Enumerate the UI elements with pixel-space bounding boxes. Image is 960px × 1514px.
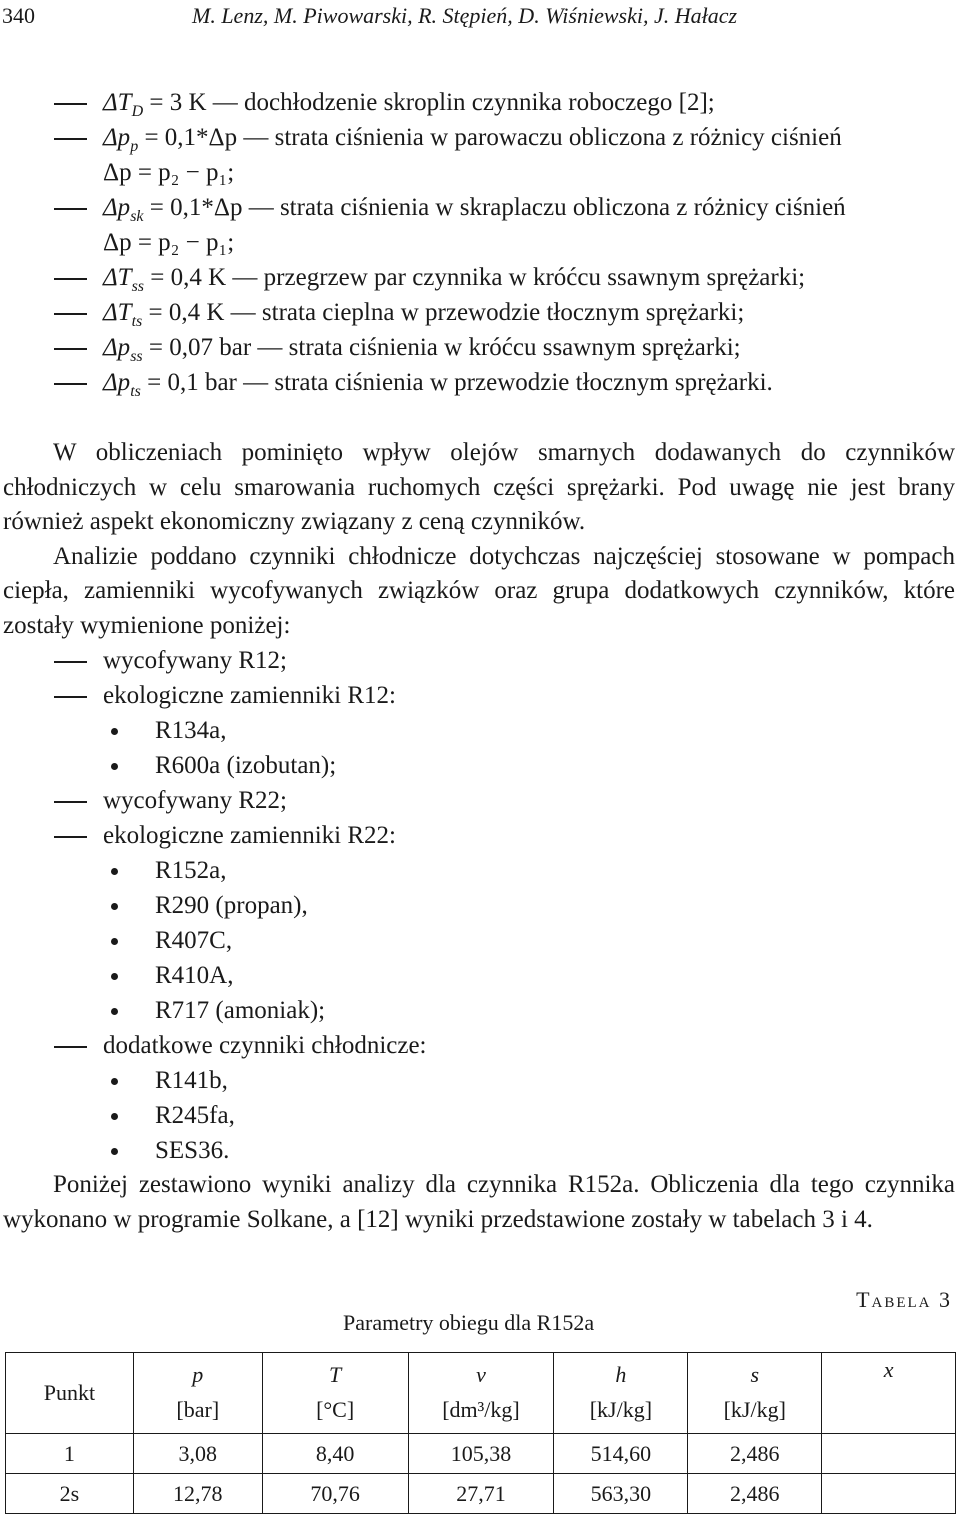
body-text [3,436,955,1237]
refrigerant-item: R600a (izobutan); [3,748,955,783]
paragraph: Analizie poddano czynniki chłodnicze dotychczas najczęściej stosowane w pompach ciepła, zamienniki wycofywanych związków oraz grupa dodatkowych czynników, które zostały wymienione poniżej: [3,542,955,639]
paragraph: W obliczeniach pominięto wpływ olejów smarnych dodawanych do czynników chłodniczych w celu smarowania ruchomych części sprężarki. Pod uwagę nie jest brany również aspekt ekonomiczny związany z ceną czynników. [3,439,955,535]
running-head: M. Lenz, M. Piwowarski, R. Stępień, D. Wiśniewski, J. Hałacz [192,3,738,28]
table-cell: 27,71 [408,1474,554,1514]
column-header: T [°C] [262,1353,408,1434]
refrigerant-item: R717 (amoniak); [3,993,955,1028]
refrigerant-item: R141b, [3,1063,955,1098]
table-cell: 70,76 [262,1474,408,1514]
table-cell: 8,40 [262,1434,408,1474]
refrigerant-item: R134a, [3,713,955,748]
column-header-punkt: Punkt [6,1353,134,1434]
assumption-item: $\Delta T_{ts} = 0,4$ K — strata cieplna w przewodzie tłocznym sprężarki; [0,295,958,330]
refrigerant-list [3,643,955,1168]
assumption-item: $\Delta T_D = 3$ K — dochłodzenie skroplin czynnika roboczego [2]; [0,85,958,120]
table-cell: 2,486 [688,1474,822,1514]
column-header: x [822,1353,956,1434]
page-header [2,3,950,33]
refrigerant-group: wycofywany R22; [3,783,955,818]
paragraph: Poniżej zestawiono wyniki analizy dla czynnika R152a. Obliczenia dla tego czynnika wykonano w programie Solkane, a [12] wyniki przedstawione zostały w tabelach 3 i 4. [3,1171,955,1233]
column-header: v [dm³/kg] [408,1353,554,1434]
table-cell: 514,60 [554,1434,688,1474]
table-cell: 2s [6,1474,134,1514]
column-header: s [kJ/kg] [688,1353,822,1434]
refrigerant-group: ekologiczne zamienniki R22: [3,818,955,853]
table-cell: 12,78 [133,1474,262,1514]
column-header: h [kJ/kg] [554,1353,688,1434]
assumption-item: $\Delta p_{sk} = 0,1*\Delta p$ — strata ciśnienia w skraplaczu obliczona z różnicy ciśnień Δp = p₂ − p₁; [0,190,958,260]
table-cell [822,1474,956,1514]
page-number: 340 [2,3,35,28]
table-cell: 563,30 [554,1474,688,1514]
refrigerant-group: ekologiczne zamienniki R12: [3,678,955,713]
column-header: p [bar] [133,1353,262,1434]
assumptions-list [0,85,958,400]
assumption-item: $\Delta p_p = 0,1*\Delta p$ — strata ciśnienia w parowaczu obliczona z różnicy ciśnień Δp = p₂ − p₁; [0,120,958,190]
table-cell: 105,38 [408,1434,554,1474]
table-cell: 2,486 [688,1434,822,1474]
refrigerant-item: R152a, [3,853,955,888]
refrigerant-item: R407C, [3,923,955,958]
table-header-row [6,1353,956,1434]
table-label: Tabela 3 [856,1287,952,1312]
refrigerant-item: SES36. [3,1133,955,1168]
assumption-continuation: Δp = p₂ − p₁; [103,159,235,186]
refrigerant-item: R410A, [3,958,955,993]
table-cell [822,1434,956,1474]
table-cell: 1 [6,1434,134,1474]
table-caption: Parametry obiegu dla R152a [343,1310,595,1335]
assumption-item: $\Delta T_{ss} = 0,4$ K — przegrzew par czynnika w króćcu ssawnym sprężarki; [0,260,958,295]
refrigerant-group: wycofywany R12; [3,643,955,678]
assumption-item: $\Delta p_{ts} = 0,1$ bar — strata ciśnienia w przewodzie tłocznym sprężarki. [0,365,958,400]
refrigerant-item: R245fa, [3,1098,955,1133]
table-row [6,1434,956,1474]
refrigerant-item: R290 (propan), [3,888,955,923]
assumption-continuation: Δp = p₂ − p₁; [103,229,235,256]
table-row [6,1474,956,1514]
table-cell: 3,08 [133,1434,262,1474]
assumption-item: $\Delta p_{ss} = 0,07$ bar — strata ciśnienia w króćcu ssawnym sprężarki; [0,330,958,365]
parameters-table [5,1352,956,1514]
refrigerant-group: dodatkowe czynniki chłodnicze: [3,1028,955,1063]
